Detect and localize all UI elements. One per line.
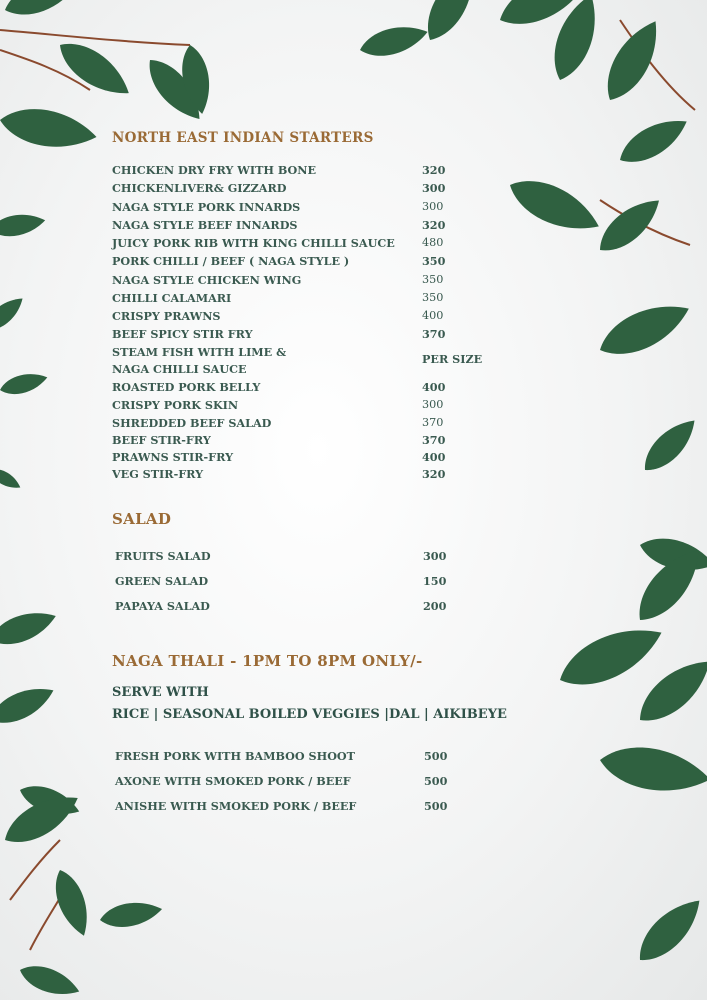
item-price: 300 [422, 200, 444, 213]
item-price: 350 [422, 273, 444, 286]
item-name: CHICKENLIVER& GIZZARD [112, 181, 287, 195]
item-price: 350 [422, 254, 446, 268]
item-name: ANISHE WITH SMOKED PORK / BEEF [115, 799, 357, 813]
item-name: JUICY PORK RIB WITH KING CHILLI SAUCE [112, 236, 395, 250]
item-name: NAGA STYLE CHICKEN WING [112, 273, 302, 287]
item-price: 320 [422, 163, 446, 177]
item-price: 500 [424, 799, 448, 813]
item-name: CHILLI CALAMARI [112, 291, 232, 305]
item-name: NAGA STYLE BEEF INNARDS [112, 218, 298, 232]
section-title-thali: NAGA THALI - 1PM TO 8PM ONLY/- [112, 652, 423, 670]
item-price: 400 [422, 450, 446, 464]
item-price: PER SIZE [422, 352, 483, 366]
section-title-starters: NORTH EAST INDIAN STARTERS [112, 130, 374, 146]
item-name: GREEN SALAD [115, 574, 209, 588]
item-price: 150 [423, 574, 447, 588]
item-name: BEEF SPICY STIR FRY [112, 327, 253, 341]
item-name: VEG STIR-FRY [112, 467, 204, 481]
item-name: PAPAYA SALAD [115, 599, 210, 613]
item-name: ROASTED PORK BELLY [112, 380, 261, 394]
item-price: 500 [424, 774, 448, 788]
item-price: 300 [422, 181, 446, 195]
item-price: 300 [423, 549, 447, 563]
item-price: 300 [422, 398, 444, 411]
section-title-salad: SALAD [112, 510, 172, 528]
item-name-line-2: NAGA CHILLI SAUCE [112, 362, 247, 376]
item-price: 200 [423, 599, 447, 613]
item-name-line-1: STEAM FISH WITH LIME & [112, 345, 287, 359]
item-price: 370 [422, 416, 444, 429]
item-price: 320 [422, 467, 446, 481]
item-name [112, 344, 286, 378]
item-name: PRAWNS STIR-FRY [112, 450, 234, 464]
item-price: 370 [422, 433, 446, 447]
item-name: CRISPY PORK SKIN [112, 398, 239, 412]
item-name: SHREDDED BEEF SALAD [112, 416, 272, 430]
serve-with-items: RICE | SEASONAL BOILED VEGGIES |DAL | AIKIBEYE [112, 707, 507, 722]
item-name: BEEF STIR-FRY [112, 433, 211, 447]
serve-with-label: SERVE WITH [112, 685, 209, 700]
item-price: 480 [422, 236, 444, 249]
item-name: FRUITS SALAD [115, 549, 211, 563]
item-price: 320 [422, 218, 446, 232]
item-price: 400 [422, 380, 446, 394]
item-name: FRESH PORK WITH BAMBOO SHOOT [115, 749, 356, 763]
item-name: PORK CHILLI / BEEF ( NAGA STYLE ) [112, 254, 350, 268]
item-price: 370 [422, 327, 446, 341]
item-name: CRISPY PRAWNS [112, 309, 221, 323]
item-price: 500 [424, 749, 448, 763]
item-name: CHICKEN DRY FRY WITH BONE [112, 163, 317, 177]
item-price: 400 [422, 309, 444, 322]
item-name: NAGA STYLE PORK INNARDS [112, 200, 301, 214]
item-price: 350 [422, 291, 444, 304]
item-name: AXONE WITH SMOKED PORK / BEEF [115, 774, 351, 788]
